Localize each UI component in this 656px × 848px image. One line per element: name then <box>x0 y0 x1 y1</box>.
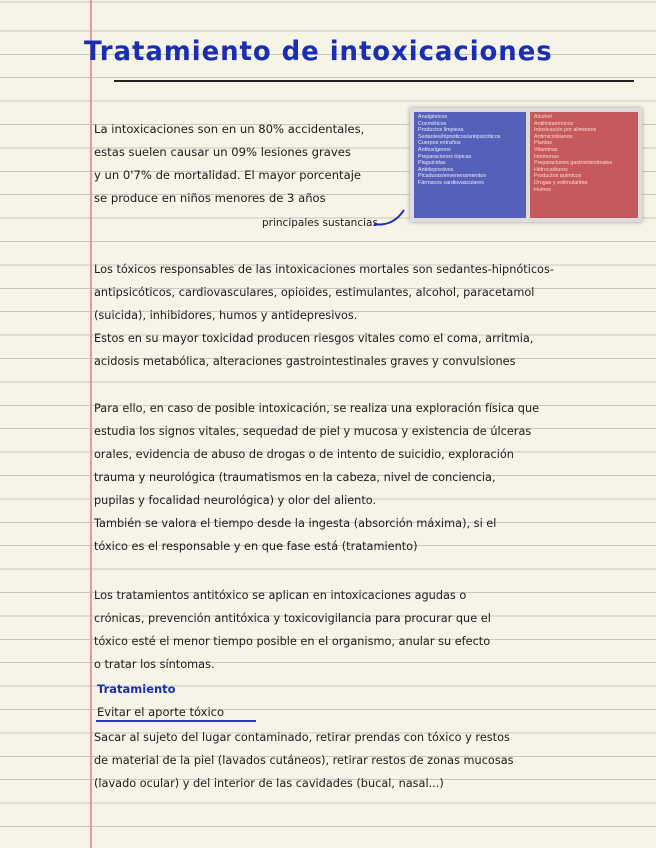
list-item: Antidepresivos <box>418 166 454 173</box>
paragraph-line: Los tóxicos responsables de las intoxicaciones mortales son sedantes-hipnóticos- <box>94 263 554 276</box>
paragraph-line: (lavado ocular) y del interior de las cavidades (bucal, nasal...) <box>94 777 444 790</box>
paragraph-line: (suicida), inhibidores, humos y antidepresivos. <box>94 309 358 322</box>
list-item: Sedantes/hipnóticos/antipsicóticos <box>418 133 501 140</box>
paragraph-line: o tratar los síntomas. <box>94 658 215 671</box>
title-underline <box>114 80 634 82</box>
list-item: Preparaciones tópicas <box>418 153 472 160</box>
list-item: Antihistamínicos <box>534 120 574 127</box>
list-item: Intoxicación por alimentos <box>534 127 597 134</box>
paragraph-line: Los tratamientos antitóxico se aplican en intoxicaciones agudas o <box>94 589 467 602</box>
list-item: Plantas <box>534 140 552 147</box>
intro-line: y un 0'7% de mortalidad. El mayor porcentaje <box>94 168 362 182</box>
list-item: Antitusígenos <box>418 146 451 153</box>
list-item: Productos químicos <box>534 173 582 180</box>
paragraph-line: tóxico esté el menor tiempo posible en el organismo, anular su efecto <box>94 635 491 648</box>
arrow-icon <box>372 206 408 228</box>
list-item: Cosméticos <box>418 120 447 127</box>
intro-line: estas suelen causar un 09% lesiones graves <box>94 145 351 159</box>
list-item: Picaduras/envenenamientos <box>418 173 487 180</box>
list-item: Drogas y estimulantes <box>534 179 588 186</box>
paragraph-line: crónicas, prevención antitóxica y toxicovigilancia para procurar que el <box>94 612 491 625</box>
paragraph-line: trauma y neurológica (traumatismos en la cabeza, nivel de conciencia, <box>94 471 496 484</box>
list-item: Hormonas <box>534 153 559 160</box>
paragraph-line: Sacar al sujeto del lugar contaminado, retirar prendas con tóxico y restos <box>94 731 510 744</box>
substances-list-left <box>414 112 526 218</box>
paragraph-line: pupilas y focalidad neurológica) y olor del aliento. <box>94 494 377 507</box>
list-item: Vitaminas <box>534 146 558 153</box>
list-item: Fármacos cardiovasculares <box>418 179 484 186</box>
intro-line: se produce en niños menores de 3 años <box>94 191 326 205</box>
paragraph-line: antipsicóticos, cardiovasculares, opioides, estimulantes, alcohol, paracetamol <box>94 286 535 299</box>
section-heading: Tratamiento <box>97 682 176 696</box>
list-item: Analgésicos <box>418 114 448 120</box>
page-title: Tratamiento de intoxicaciones <box>84 36 553 67</box>
image-caption: principales sustancias <box>262 217 378 229</box>
substances-list-right <box>530 112 638 218</box>
paragraph-line: tóxico es el responsable y en que fase está (tratamiento) <box>94 540 418 553</box>
paragraph-line: estudia los signos vitales, sequedad de piel y mucosa y existencia de úlceras <box>94 425 532 438</box>
paragraph-line: También se valora el tiempo desde la ingesta (absorción máxima), si el <box>94 517 497 530</box>
paragraph-line: Para ello, en caso de posible intoxicación, se realiza una exploración física que <box>94 402 540 415</box>
list-item: Productos limpieza <box>418 127 464 134</box>
list-item: Antimicrobianos <box>534 133 573 140</box>
paragraph-line: acidosis metabólica, alteraciones gastrointestinales graves y convulsiones <box>94 355 516 368</box>
list-item: Cuerpos extraños <box>418 140 461 147</box>
subheading-underline <box>96 720 256 722</box>
list-item: Humos <box>534 186 552 193</box>
substances-image <box>410 108 642 222</box>
list-item: Hidrocarburos <box>534 166 568 173</box>
margin-line <box>90 0 92 848</box>
paragraph-line: orales, evidencia de abuso de drogas o de intento de suicidio, exploración <box>94 448 514 461</box>
intro-line: La intoxicaciones son en un 80% accidentales, <box>94 122 365 136</box>
subheading: Evitar el aporte tóxico <box>97 705 225 719</box>
paragraph-line: Estos en su mayor toxicidad producen riesgos vitales como el coma, arritmia, <box>94 332 534 345</box>
list-item: Preparaciones gastrointestinales <box>534 160 613 167</box>
paragraph-line: de material de la piel (lavados cutáneos), retirar restos de zonas mucosas <box>94 754 514 767</box>
list-item: Plaguicidas <box>418 160 446 167</box>
list-item: Alcohol <box>534 114 552 120</box>
